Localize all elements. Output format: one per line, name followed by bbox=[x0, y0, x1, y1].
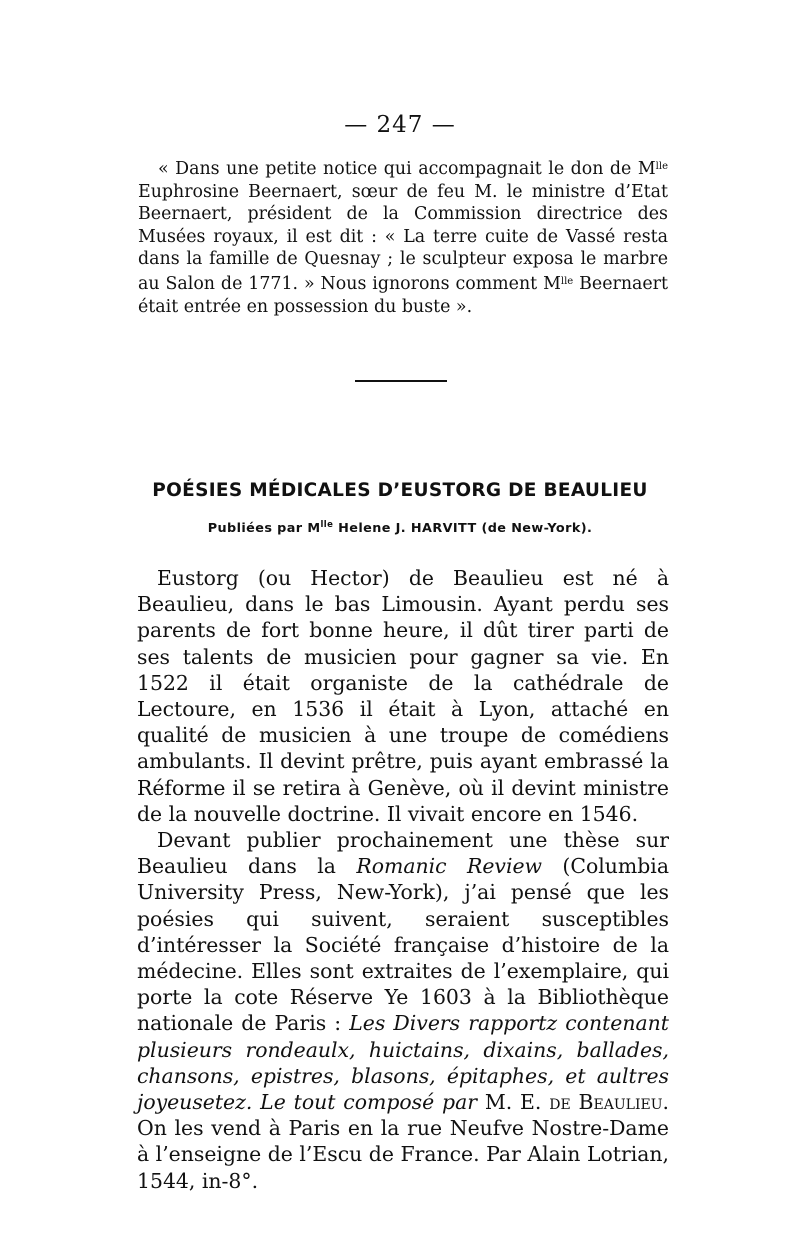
p2-text-b: (Columbia University Press, New-York), j’ai pensé que les poésies qui suivent, seraient susceptibles d’intéresser la Société française d’histoire de la médecine. Elles sont extraites de l’exemplaire, qui porte la cote Réserve Ye 1603 à la Bibliothèque nationale de Paris : bbox=[137, 854, 669, 1036]
byline-prefix: Publiées par M bbox=[207, 521, 321, 536]
quote-sup-1: lle bbox=[655, 161, 668, 172]
quote-text-3: Beernaert était entrée en possession du buste ». bbox=[138, 273, 668, 317]
open-quote: « bbox=[158, 159, 169, 179]
page-number: — 247 — bbox=[344, 112, 456, 138]
p2-text-a: Devant publier prochainement une thèse sur Beaulieu dans la bbox=[137, 828, 669, 879]
quote-paragraph bbox=[138, 156, 668, 318]
journal-title: Romanic Review bbox=[356, 854, 542, 879]
p2-text-d: . On les vend à Paris en la rue Neufve Nostre-Dame à l’enseigne de l’Escu de France. Par Alain Lotrian, 1544, in-8°. bbox=[137, 1090, 670, 1193]
article-title: POÉSIES MÉDICALES D’EUSTORG DE BEAULIEU bbox=[152, 480, 648, 501]
quoted-notice bbox=[138, 156, 668, 318]
article-byline bbox=[0, 520, 800, 536]
body-paragraph-1: Eustorg (ou Hector) de Beaulieu est né à Beaulieu, dans le bas Limousin. Ayant perdu ses parents de fort bonne heure, il dût tirer parti de ses talents de musicien pour gagner sa vie. En 1522 il était organiste de la cathédrale de Lectoure, en 1536 il était à Lyon, attaché en qualité de musicien à une troupe de comédiens ambulants. Il devint prêtre, puis ayant embrassé la Réforme il se retira à Genève, où il devint ministre de la nouvelle doctrine. Il vivait encore en 1546. bbox=[137, 566, 669, 826]
article-body bbox=[137, 565, 669, 1194]
quote-sup-2: lle bbox=[560, 275, 574, 287]
author-name: de Beaulieu bbox=[549, 1090, 663, 1115]
body-paragraph-2 bbox=[137, 827, 669, 1194]
p2-text-c: M. E. bbox=[476, 1090, 550, 1115]
section-divider bbox=[355, 380, 447, 382]
book-title: Les Divers rapportz contenant plusieurs rondeaulx, huictains, dixains, ballades, chansons, epistres, blasons, épitaphes, et aultres joyeusetez. Le tout composé par bbox=[137, 1011, 669, 1115]
byline-suffix: Helene J. HARVITT (de New-York). bbox=[333, 521, 593, 536]
quote-text-2: Euphrosine Beernaert, sœur de feu M. le ministre d’Etat Beernaert, président de la Commission directrice des Musées royaux, il est dit : « La terre cuite de Vassé resta dans la famille de Quesnay ; le sculpteur exposa le marbre au Salon de 1771. » Nous ignorons comment M bbox=[138, 181, 668, 294]
byline-sup: lle bbox=[320, 520, 334, 530]
quote-text-1: Dans une petite notice qui accompagnait le don de M bbox=[168, 159, 656, 179]
